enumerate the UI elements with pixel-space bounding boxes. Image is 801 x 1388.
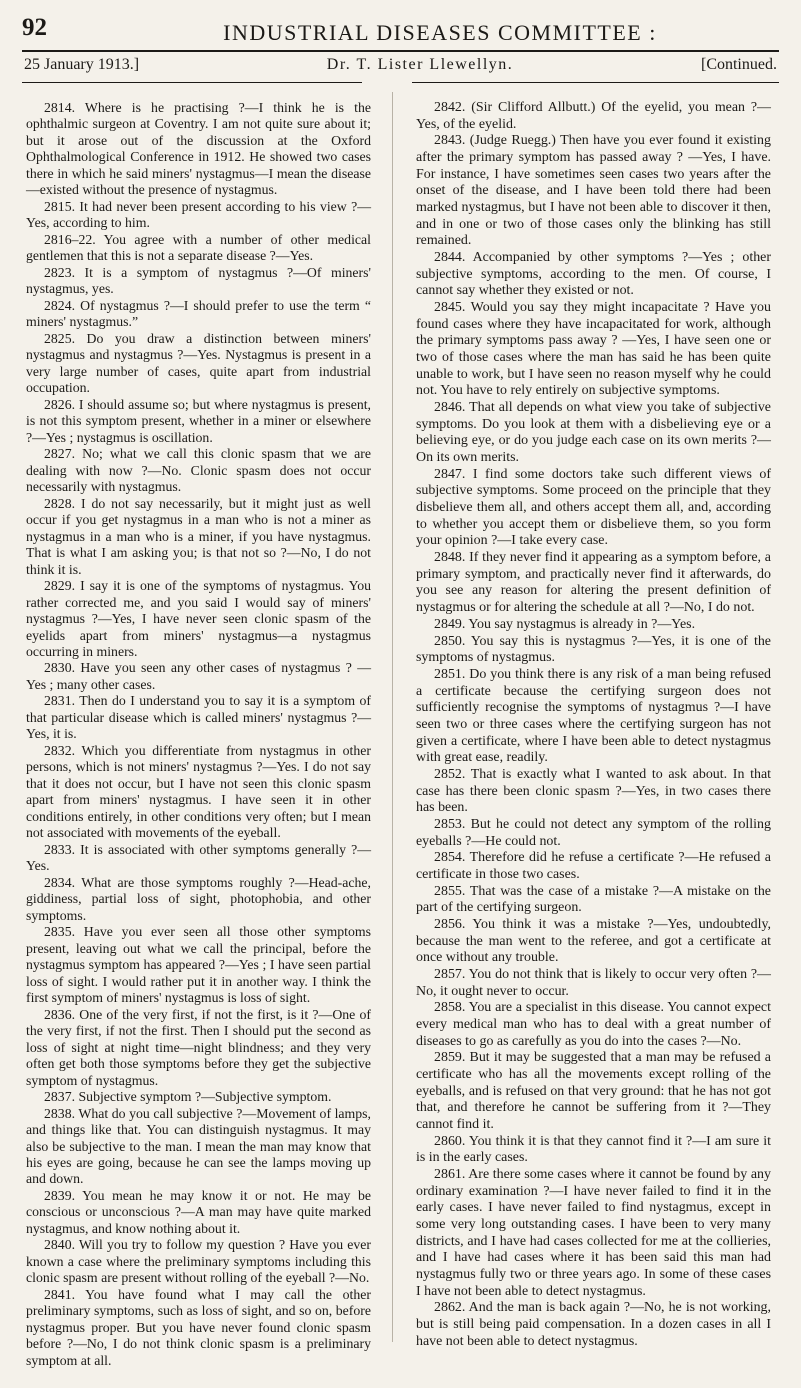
testimony-paragraph: 2845. Would you say they might incapacitate ? Have you found cases where they have incapacitated for work, although the primary symptoms pass away ? —Yes, I have seen one or two of those cases where the man has said he has been quite unable to work, but I have seen no reason myself why he could not. You have to rely entirely on subjective symptoms. [416, 300, 771, 399]
testimony-paragraph: 2849. You say nystagmus is already in ?—Yes. [434, 616, 696, 632]
testimony-paragraph: 2852. That is exactly what I wanted to ask about. In that case has there been clonic spasm ?—Yes, in two cases there has been. [416, 766, 771, 816]
header-row [24, 56, 777, 82]
header-witness: Dr. T. Lister Llewellyn. [326, 56, 514, 73]
testimony-paragraph: 2828. I do not say necessarily, but it might just as well occur if you get nystagmus in a man who is not a miner as nystagmus in a man who is a miner, if you have nystagmus. That is what I am asking you; is that not so ?—No, I do not think it is. [26, 495, 371, 577]
page-number: 92 [22, 14, 47, 41]
testimony-paragraph: 2855. That was the case of a mistake ?—A mistake on the part of the certifying surgeon. [416, 883, 771, 916]
testimony-paragraph: 2824. Of nystagmus ?—I should prefer to use the term “ miners' nystagmus.” [26, 297, 371, 330]
testimony-paragraph: 2816–22. You agree with a number of other medical gentlemen that this is not a separate disease ?—Yes. [26, 231, 371, 264]
testimony-paragraph: 2853. But he could not detect any symptom of the rolling eyeballs ?—He could not. [416, 816, 771, 849]
testimony-paragraph: 2842. (Sir Clifford Allbutt.) Of the eyelid, you mean ?—Yes, of the eyelid. [416, 100, 771, 132]
testimony-paragraph: 2831. Then do I understand you to say it is a symptom of that particular disease which is called miners' nystagmus ?—Yes, it is. [26, 693, 371, 742]
testimony-paragraph: 2844. Accompanied by other symptoms ?—Yes ; other subjective symptoms, according to the men. Of course, I cannot say whether they existed or not. [416, 250, 771, 299]
testimony-paragraph: 2841. You have found what I may call the other preliminary symptoms, such as loss of sight, and so on, before nystagmus proper. But you have never found clonic spasm before ?—No, I do not think clonic spasm is a preliminary symptom at all. [26, 1286, 371, 1368]
testimony-paragraph: 2860. You think it is that they cannot find it ?—I am sure it is in the early cases. [416, 1133, 771, 1166]
testimony-paragraph: 2815. It had never been present according to his view ?—Yes, according to him. [26, 198, 371, 231]
testimony-paragraph: 2861. Are there some cases where it cannot be found by any ordinary examination ?—I have never failed to find it in the early cases. I have never failed to find nystagmus, except in some very long outstanding cases. I have been to very many districts, and I have had cases collected for me at the collieries, and I have had cases where it has been said this man had nystagmus fully two or three years ago. In some of these cases I have not been able to detect nystagmus. [416, 1167, 771, 1299]
witness-rule [412, 82, 779, 83]
testimony-paragraph: 2856. You think it was a mistake ?—Yes, undoubtedly, because the man went to the referee, and got a certificate at once without any trouble. [416, 916, 771, 966]
testimony-paragraph: 2846. That all depends on what view you take of subjective symptoms. Do you look at them with a disbelieving eye or a believing eye, or do you judge each case on its own merits ?—On its own merits. [416, 400, 771, 466]
testimony-paragraph: 2827. No; what we call this clonic spasm that we are dealing with now ?—No. Clonic spasm does not occur necessarily with nystagmus. [26, 446, 371, 495]
header-date: 25 January 1913.] [24, 56, 140, 73]
testimony-paragraph: 2851. Do you think there is any risk of a man being refused a certificate because the certifying surgeon does not sufficiently recognise the symptoms of nystagmus ?—I have seen two or three cases where the certifying surgeon has not given a certificate, where I have been able to detect nystagmus with great ease, readily. [416, 666, 771, 766]
testimony-paragraph: 2834. What are those symptoms roughly ?—Head-ache, giddiness, partial loss of sight, photophobia, and other symptoms. [26, 874, 371, 923]
testimony-paragraph: 2838. What do you call subjective ?—Movement of lamps, and things like that. You can distinguish nystagmus. It may also be subjective to the man. I mean the man may know that his eyes are going, because he can see the lamps moving up and down. [26, 1105, 371, 1187]
testimony-paragraph: 2823. It is a symptom of nystagmus ?—Of miners' nystagmus, yes. [26, 264, 371, 297]
testimony-paragraph: 2833. It is associated with other symptoms generally ?—Yes. [26, 841, 371, 874]
testimony-paragraph: 2839. You mean he may know it or not. He may be conscious or unconscious ?—A man may have quite marked nystagmus, and know nothing about it. [26, 1187, 371, 1236]
testimony-paragraph: 2832. Which you differentiate from nystagmus in other persons, which is not miners' nystagmus ?—Yes. I do not say that it does not occur, but I have not seen this clonic spasm apart from miners' nystagmus. I have seen it in other conditions entirely, in other conditions very often; but I mean not associated with movements of the eyeball. [26, 742, 371, 841]
testimony-paragraph: 2830. Have you seen any other cases of nystagmus ? —Yes ; many other cases. [26, 660, 371, 692]
testimony-paragraph: 2847. I find some doctors take such different views of subjective symptoms. Some proceed on the principle that they disbelieve them all, and others accept them all, and, according to whether you accept them or disbelieve them, so you form your opinion ?—I take every case. [416, 466, 771, 549]
testimony-paragraph: 2835. Have you ever seen all those other symptoms present, leaving out what we call the principal, before the nystagmus symptom has appeared ?—Yes ; I have seen partial loss of sight. I would rather put it in another way. I think the first symptom of miners' nystagmus is loss of sight. [26, 924, 371, 1006]
testimony-paragraph: 2850. You say this is nystagmus ?—Yes, it is one of the symptoms of nystagmus. [416, 633, 771, 666]
header-continued: [Continued. [700, 56, 777, 73]
testimony-paragraph: 2826. I should assume so; but where nystagmus is present, is not this symptom present, whether in a miner or elsewhere ?—Yes ; nystagmus is oscillation. [26, 396, 371, 445]
column-divider [392, 92, 393, 1342]
testimony-paragraph: 2854. Therefore did he refuse a certificate ?—He refused a certificate in those two cases. [416, 850, 771, 882]
date-rule [22, 82, 362, 83]
testimony-paragraph: 2837. Subjective symptom ?—Subjective symptom. [44, 1089, 332, 1105]
testimony-paragraph: 2836. One of the very first, if not the first, is it ?—One of the very first, if not the first. Then I should put the second as loss of sight at night time—night blindness; and they very often get both those symptoms before they get the subjective symptom of nystagmus. [26, 1006, 371, 1088]
left-column [26, 100, 371, 1369]
testimony-paragraph: 2825. Do you draw a distinction between miners' nystagmus and nystagmus ?—Yes. Nystagmus is present in a very large number of cases, quite apart from industrial occupation. [26, 330, 371, 396]
testimony-paragraph: 2843. (Judge Ruegg.) Then have you ever found it existing after the primary symptom has passed away ? —Yes, I have. For instance, I have sometimes seen cases two years after the onset of the disease, and I have been told there had been marked nystagmus, but I have not been able to discover it then, and in one or two of those cases only the blinking has still remained. [416, 133, 771, 249]
header-rule [22, 50, 779, 52]
testimony-paragraph: 2814. Where is he practising ?—I think he is the ophthalmic surgeon at Coventry. I am not quite sure about it; but it arose out of the discussion at the Oxford Ophthalmological Conference in 1912. He showed two cases there in which he said miners' nystagmus—I mean the disease—existed without the presence of nystagmus. [26, 100, 371, 198]
testimony-paragraph: 2857. You do not think that is likely to occur very often ?—No, it ought never to occur. [416, 966, 771, 999]
testimony-paragraph: 2829. I say it is one of the symptoms of nystagmus. You rather corrected me, and you said I would say of miners' nystagmus ?—Yes, I have never seen clonic spasm of the eyelids apart from miners' nystagmus—a nystagmus occurring in miners. [26, 578, 371, 659]
right-column [416, 100, 771, 1350]
testimony-paragraph: 2859. But it may be suggested that a man may be refused a certificate who has all the movements except rolling of the eyeballs, and is refused on that very ground: that he has not got that, and therefore he cannot be suffering from it ?—They cannot find it. [416, 1050, 771, 1132]
testimony-paragraph: 2858. You are a specialist in this disease. You cannot expect every medical man who has to deal with a great number of diseases to go as carefully as you do into the cases ?—No. [416, 1000, 771, 1049]
running-head: INDUSTRIAL DISEASES COMMITTEE : [223, 20, 657, 45]
testimony-paragraph: 2840. Will you try to follow my question ? Have you ever known a case where the preliminary symptoms including this clonic spasm are present without rolling of the eyeball ?—No. [26, 1237, 371, 1286]
testimony-paragraph: 2848. If they never find it appearing as a symptom before, a primary symptom, and practically never find it afterwards, do you see any reason for altering the present definition of nystagmus or for altering the schedule at all ?—No, I do not. [416, 550, 771, 616]
testimony-paragraph: 2862. And the man is back again ?—No, he is not working, but is still being paid compensation. In a dozen cases in all I have not been able to detect nystagmus. [416, 1300, 771, 1349]
